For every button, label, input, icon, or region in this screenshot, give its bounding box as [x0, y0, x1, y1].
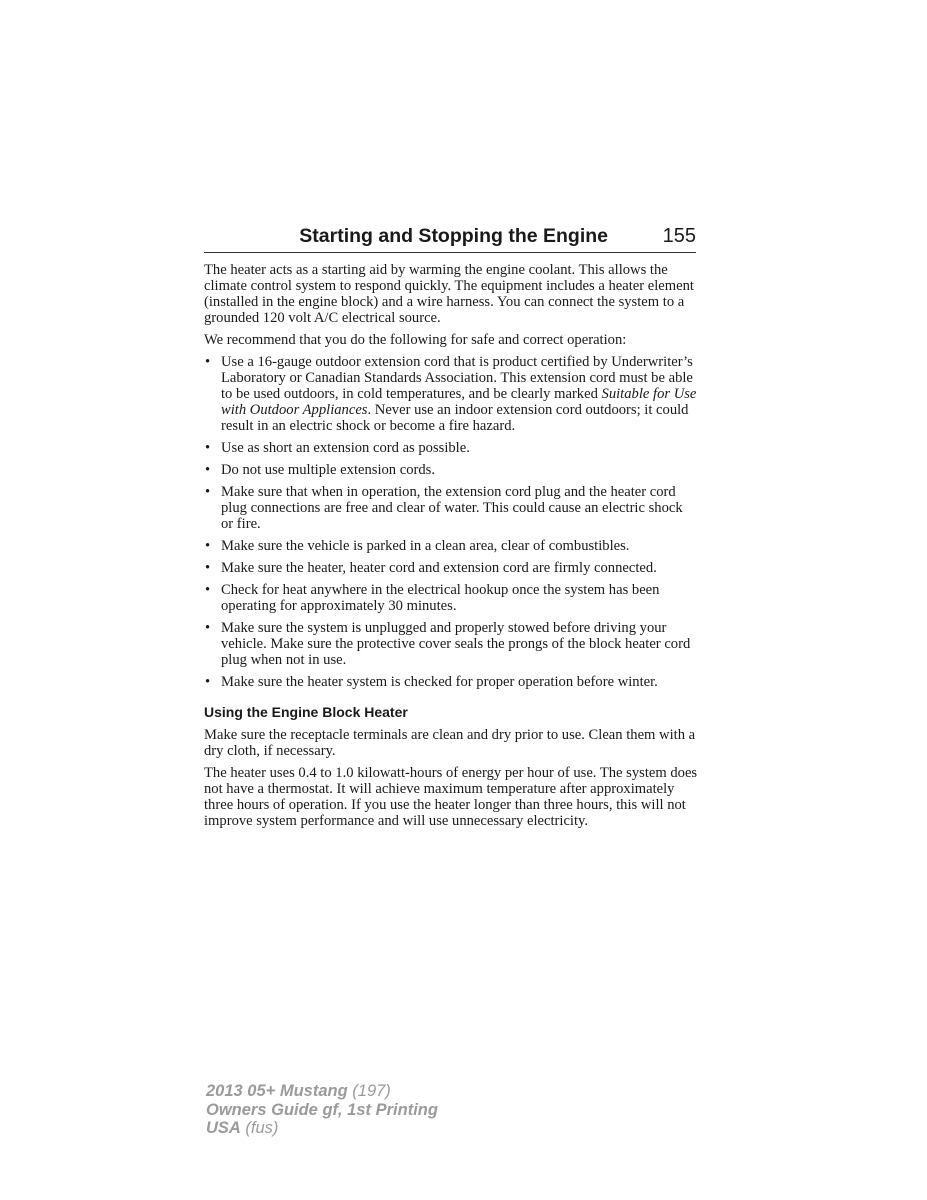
footer-edition: Owners Guide gf, 1st Printing: [206, 1100, 438, 1119]
chapter-title: Starting and Stopping the Engine: [299, 225, 608, 247]
section-heading: Using the Engine Block Heater: [204, 704, 408, 720]
bullet-icon: •: [205, 538, 211, 554]
footer-line: [206, 1101, 438, 1120]
page-content: [204, 262, 698, 835]
list-item: [204, 560, 698, 576]
bullet-icon: •: [205, 354, 211, 370]
section-paragraph: The heater uses 0.4 to 1.0 kilowatt-hours of energy per hour of use. The system does not have a thermostat. It will achieve maximum temperature after approximately three hours of operation. If you use the heater longer than three hours, this will not improve system performance and will use unnecessary electricity.: [204, 765, 698, 829]
list-item-text: Make sure that when in operation, the extension cord plug and the heater cord plug connections are free and clear of water. This could cause an electric shock or fire.: [221, 484, 683, 532]
footer-model: 2013 05+ Mustang: [206, 1082, 348, 1100]
safety-list: [204, 354, 698, 690]
list-item-text: Make sure the heater, heater cord and extension cord are firmly connected.: [221, 560, 657, 576]
list-item: [204, 484, 698, 532]
footer-line: [206, 1119, 438, 1138]
footer-market: USA: [206, 1119, 241, 1137]
bullet-icon: •: [205, 620, 211, 636]
list-item-text: Make sure the vehicle is parked in a clean area, clear of combustibles.: [221, 538, 630, 554]
list-item-text: Make sure the system is unplugged and properly stowed before driving your vehicle. Make sure the protective cover seals the prongs of the block heater cord plug when not in use.: [221, 620, 691, 668]
list-item-emphasis: Suitable for Use with Outdoor Appliances: [221, 386, 697, 418]
bullet-icon: •: [205, 582, 211, 598]
list-item: [204, 620, 698, 668]
list-item: [204, 440, 698, 456]
bullet-icon: •: [205, 674, 211, 690]
bullet-icon: •: [205, 560, 211, 576]
footer-market-code: (fus): [240, 1119, 279, 1137]
list-item-text: Check for heat anywhere in the electrical hookup once the system has been operating for approximately 30 minutes.: [221, 582, 660, 614]
list-item-text: Use a 16-gauge outdoor extension cord that is product certified by Underwriter’s Laboratory or Canadian Standards Association. This extension cord must be able to be used outdoors, in cold temperatures, and be clearly marked: [221, 354, 693, 402]
print-footer: [206, 1082, 438, 1138]
footer-model-code: (197): [347, 1082, 391, 1100]
bullet-icon: •: [205, 462, 211, 478]
list-item: [204, 538, 698, 554]
list-item-text: Do not use multiple extension cords.: [221, 462, 436, 478]
list-item-text: . Never use an indoor extension cord outdoors; it could result in an electric shock or become a fire hazard.: [221, 402, 689, 434]
list-item: [204, 582, 698, 614]
recommendation-paragraph: We recommend that you do the following for safe and correct operation:: [204, 332, 627, 348]
list-item-text: Make sure the heater system is checked for proper operation before winter.: [221, 674, 658, 690]
footer-line: [206, 1082, 438, 1101]
section-paragraph: Make sure the receptacle terminals are clean and dry prior to use. Clean them with a dry cloth, if necessary.: [204, 727, 696, 759]
list-item-text: Use as short an extension cord as possible.: [221, 440, 470, 456]
bullet-icon: •: [205, 484, 211, 500]
intro-paragraph: The heater acts as a starting aid by warming the engine coolant. This allows the climate control system to respond quickly. The equipment includes a heater element (installed in the engine block) and a wire harness. You can connect the system to a grounded 120 volt A/C electrical source.: [204, 262, 694, 326]
list-item: [204, 354, 698, 434]
list-item: [204, 674, 698, 690]
list-item: [204, 462, 698, 478]
bullet-icon: •: [205, 440, 211, 456]
page-number: 155: [662, 225, 696, 247]
page-header: [204, 222, 696, 253]
